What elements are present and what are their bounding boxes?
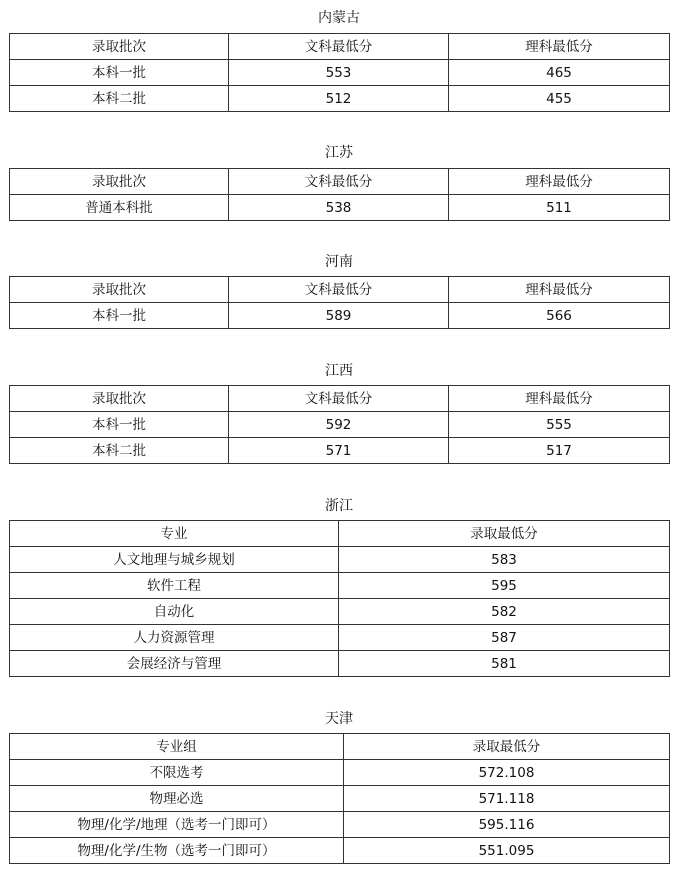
- table-cell: 本科一批: [10, 412, 229, 438]
- table-cell: 455: [449, 86, 670, 112]
- table-cell: 538: [229, 195, 449, 221]
- header-cell: 录取批次: [10, 169, 229, 195]
- table-cell: 自动化: [10, 599, 339, 625]
- section-title: 浙江: [325, 498, 353, 514]
- table-cell: 511: [449, 195, 670, 221]
- table-cell: 本科一批: [10, 303, 229, 329]
- table-cell: 人力资源管理: [10, 625, 339, 651]
- table-cell: 553: [229, 60, 449, 86]
- table-row: [10, 60, 670, 86]
- table-cell: 555: [449, 412, 670, 438]
- section-title: 江西: [325, 363, 353, 379]
- table-header-row: [10, 277, 670, 303]
- table-cell: 566: [449, 303, 670, 329]
- table-cell: 595.116: [344, 812, 670, 838]
- table-cell: 583: [339, 547, 670, 573]
- table-cell: 571: [229, 438, 449, 464]
- table-row: [10, 760, 670, 786]
- table-cell: 589: [229, 303, 449, 329]
- section-title: 河南: [325, 254, 353, 270]
- score-table: [9, 385, 670, 464]
- table-cell: 物理必选: [10, 786, 344, 812]
- table-row: [10, 303, 670, 329]
- table-cell: 不限选考: [10, 760, 344, 786]
- table-cell: 普通本科批: [10, 195, 229, 221]
- table-cell: 物理/化学/地理（选考一门即可）: [10, 812, 344, 838]
- header-cell: 录取最低分: [339, 521, 670, 547]
- table-cell: 人文地理与城乡规划: [10, 547, 339, 573]
- header-cell: 专业组: [10, 734, 344, 760]
- table-cell: 会展经济与管理: [10, 651, 339, 677]
- table-cell: 581: [339, 651, 670, 677]
- section-title: 内蒙古: [318, 10, 360, 26]
- table-header-row: [10, 34, 670, 60]
- header-cell: 理科最低分: [449, 169, 670, 195]
- table-cell: 465: [449, 60, 670, 86]
- score-table: [9, 168, 670, 221]
- header-cell: 文科最低分: [229, 386, 449, 412]
- header-cell: 文科最低分: [229, 34, 449, 60]
- table-cell: 551.095: [344, 838, 670, 864]
- table-header-row: [10, 734, 670, 760]
- table-cell: 软件工程: [10, 573, 339, 599]
- table-row: [10, 838, 670, 864]
- table-row: [10, 195, 670, 221]
- table-row: [10, 438, 670, 464]
- table-cell: 595: [339, 573, 670, 599]
- header-cell: 理科最低分: [449, 34, 670, 60]
- table-cell: 571.118: [344, 786, 670, 812]
- table-cell: 517: [449, 438, 670, 464]
- section-title: 江苏: [325, 145, 353, 161]
- table-row: [10, 625, 670, 651]
- table-cell: 512: [229, 86, 449, 112]
- score-table: [9, 276, 670, 329]
- section-title: 天津: [325, 711, 353, 727]
- score-table: [9, 733, 670, 864]
- table-header-row: [10, 521, 670, 547]
- table-cell: 587: [339, 625, 670, 651]
- table-row: [10, 547, 670, 573]
- table-row: [10, 599, 670, 625]
- table-cell: 本科二批: [10, 86, 229, 112]
- table-header-row: [10, 169, 670, 195]
- table-header-row: [10, 386, 670, 412]
- table-row: [10, 412, 670, 438]
- header-cell: 专业: [10, 521, 339, 547]
- header-cell: 录取批次: [10, 34, 229, 60]
- table-cell: 592: [229, 412, 449, 438]
- header-cell: 文科最低分: [229, 169, 449, 195]
- table-cell: 本科一批: [10, 60, 229, 86]
- table-row: [10, 812, 670, 838]
- header-cell: 文科最低分: [229, 277, 449, 303]
- table-cell: 物理/化学/生物（选考一门即可）: [10, 838, 344, 864]
- header-cell: 录取最低分: [344, 734, 670, 760]
- score-table: [9, 520, 670, 677]
- table-cell: 572.108: [344, 760, 670, 786]
- table-row: [10, 86, 670, 112]
- table-row: [10, 573, 670, 599]
- header-cell: 录取批次: [10, 277, 229, 303]
- header-cell: 录取批次: [10, 386, 229, 412]
- table-row: [10, 651, 670, 677]
- table-cell: 582: [339, 599, 670, 625]
- header-cell: 理科最低分: [449, 277, 670, 303]
- table-cell: 本科二批: [10, 438, 229, 464]
- header-cell: 理科最低分: [449, 386, 670, 412]
- table-row: [10, 786, 670, 812]
- score-table: [9, 33, 670, 112]
